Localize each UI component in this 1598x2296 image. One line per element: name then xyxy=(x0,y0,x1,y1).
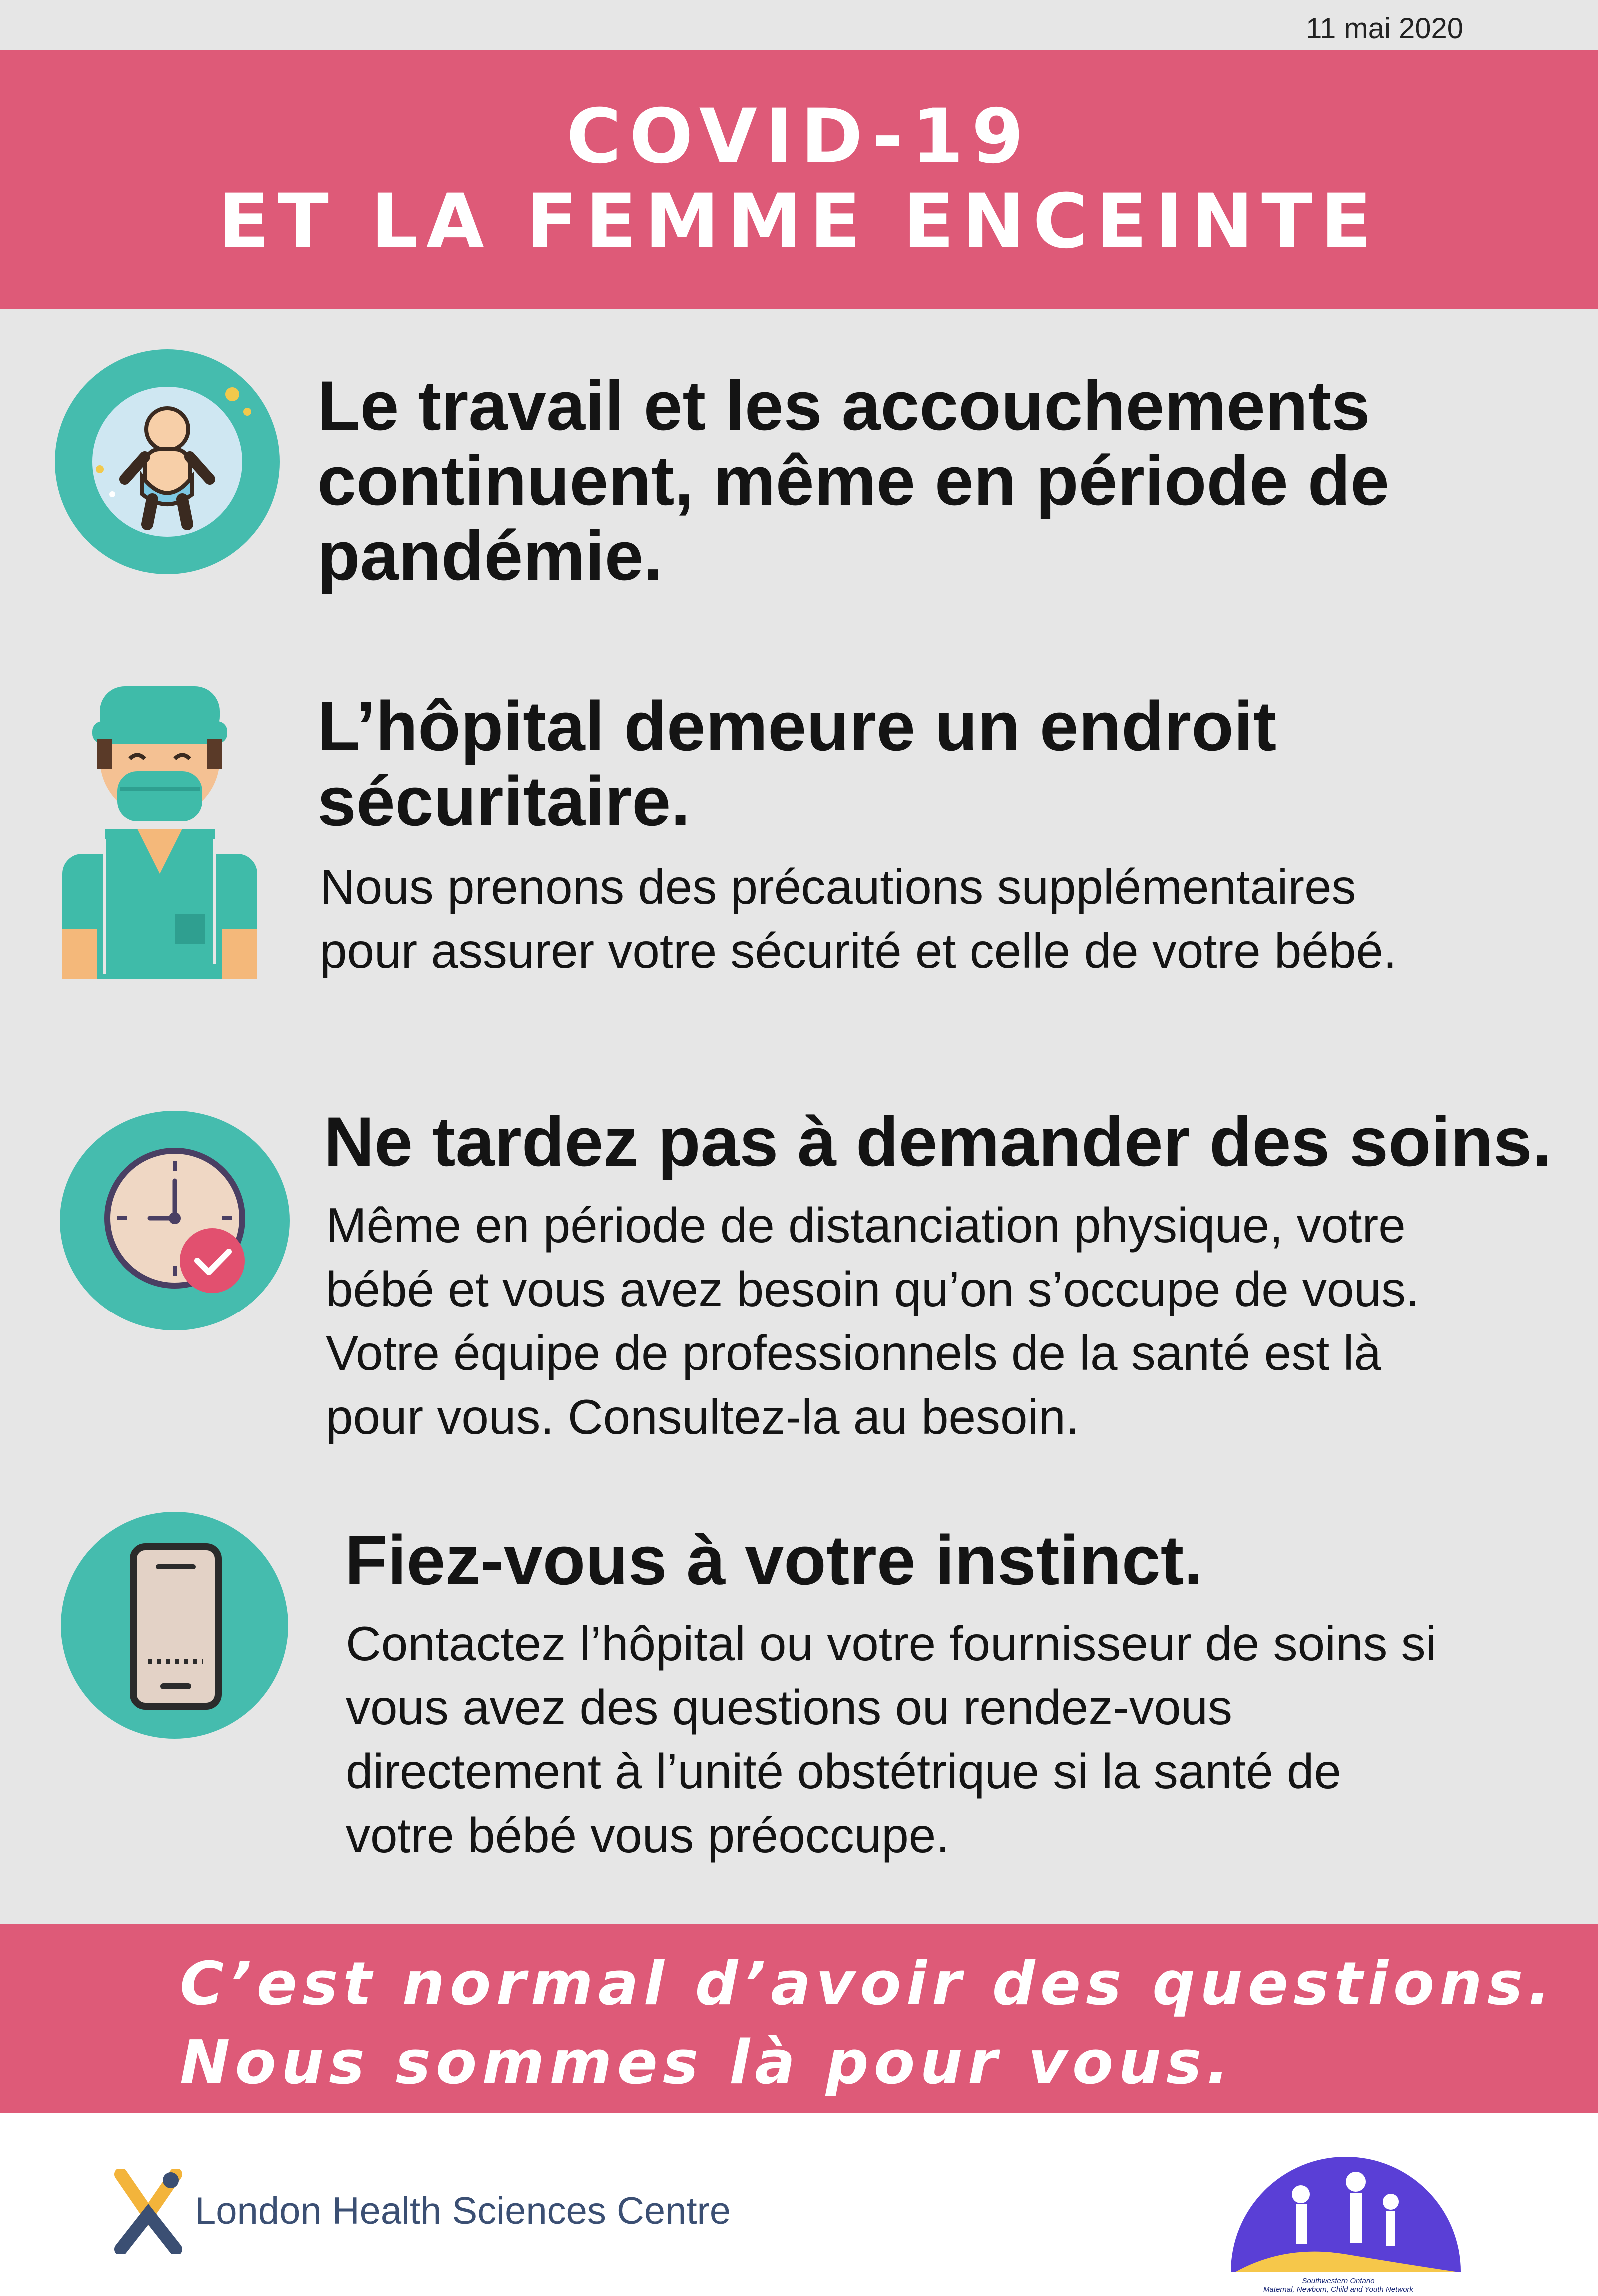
lhsc-logo-text: London Health Sciences Centre xyxy=(195,2190,731,2232)
nurse-icon xyxy=(57,674,262,979)
section-3-body: Même en période de distanciation physique, votre bébé et vous avez besoin qu’on s’occupe de vous. Votre équipe de professionnels de la santé est là pour vous. Consultez-la au besoin. xyxy=(326,1198,1420,1444)
footer-line-1: C’est normal d’avoir des questions. xyxy=(180,1950,1556,2019)
network-logo-icon xyxy=(1226,2139,1466,2274)
baby-icon-circle xyxy=(55,349,280,574)
section-1-heading: Le travail et les accouchements continuent, même en période de pandémie. xyxy=(317,366,1390,595)
clock-icon xyxy=(60,1111,290,1330)
footer-banner xyxy=(0,1924,1598,2113)
page-title-line-2: ET LA FEMME ENCEINTE xyxy=(218,178,1380,265)
network-logo-caption: Southwestern Ontario Maternal, Newborn, Child and Youth Network xyxy=(1263,2277,1413,2294)
section-2-heading: L’hôpital demeure un endroit sécuritaire. xyxy=(317,687,1277,840)
section-3-heading: Ne tardez pas à demander des soins. xyxy=(324,1102,1552,1181)
nurse-illustration xyxy=(57,674,262,979)
lhsc-logo-icon xyxy=(111,2169,186,2254)
baby-icon xyxy=(55,349,280,574)
section-4-heading: Fiez-vous à votre instinct. xyxy=(345,1521,1203,1599)
date-stamp: 11 mai 2020 xyxy=(1306,12,1463,45)
footer-line-2: Nous sommes là pour vous. xyxy=(180,2028,1234,2098)
phone-icon xyxy=(61,1512,288,1739)
section-2-body: Nous prenons des précautions supplémentaires pour assurer votre sécurité et celle de votre bébé. xyxy=(320,859,1397,978)
page-title-line-1: COVID-19 xyxy=(566,93,1032,180)
section-4-body: Contactez l’hôpital ou votre fournisseur de soins si vous avez des questions ou rendez-vous directement à l’unité obstétrique si la santé de votre bébé vous préoccupe. xyxy=(346,1616,1437,1863)
page-header xyxy=(0,50,1598,309)
phone-icon-circle xyxy=(61,1512,288,1739)
clock-icon-circle xyxy=(60,1111,290,1330)
